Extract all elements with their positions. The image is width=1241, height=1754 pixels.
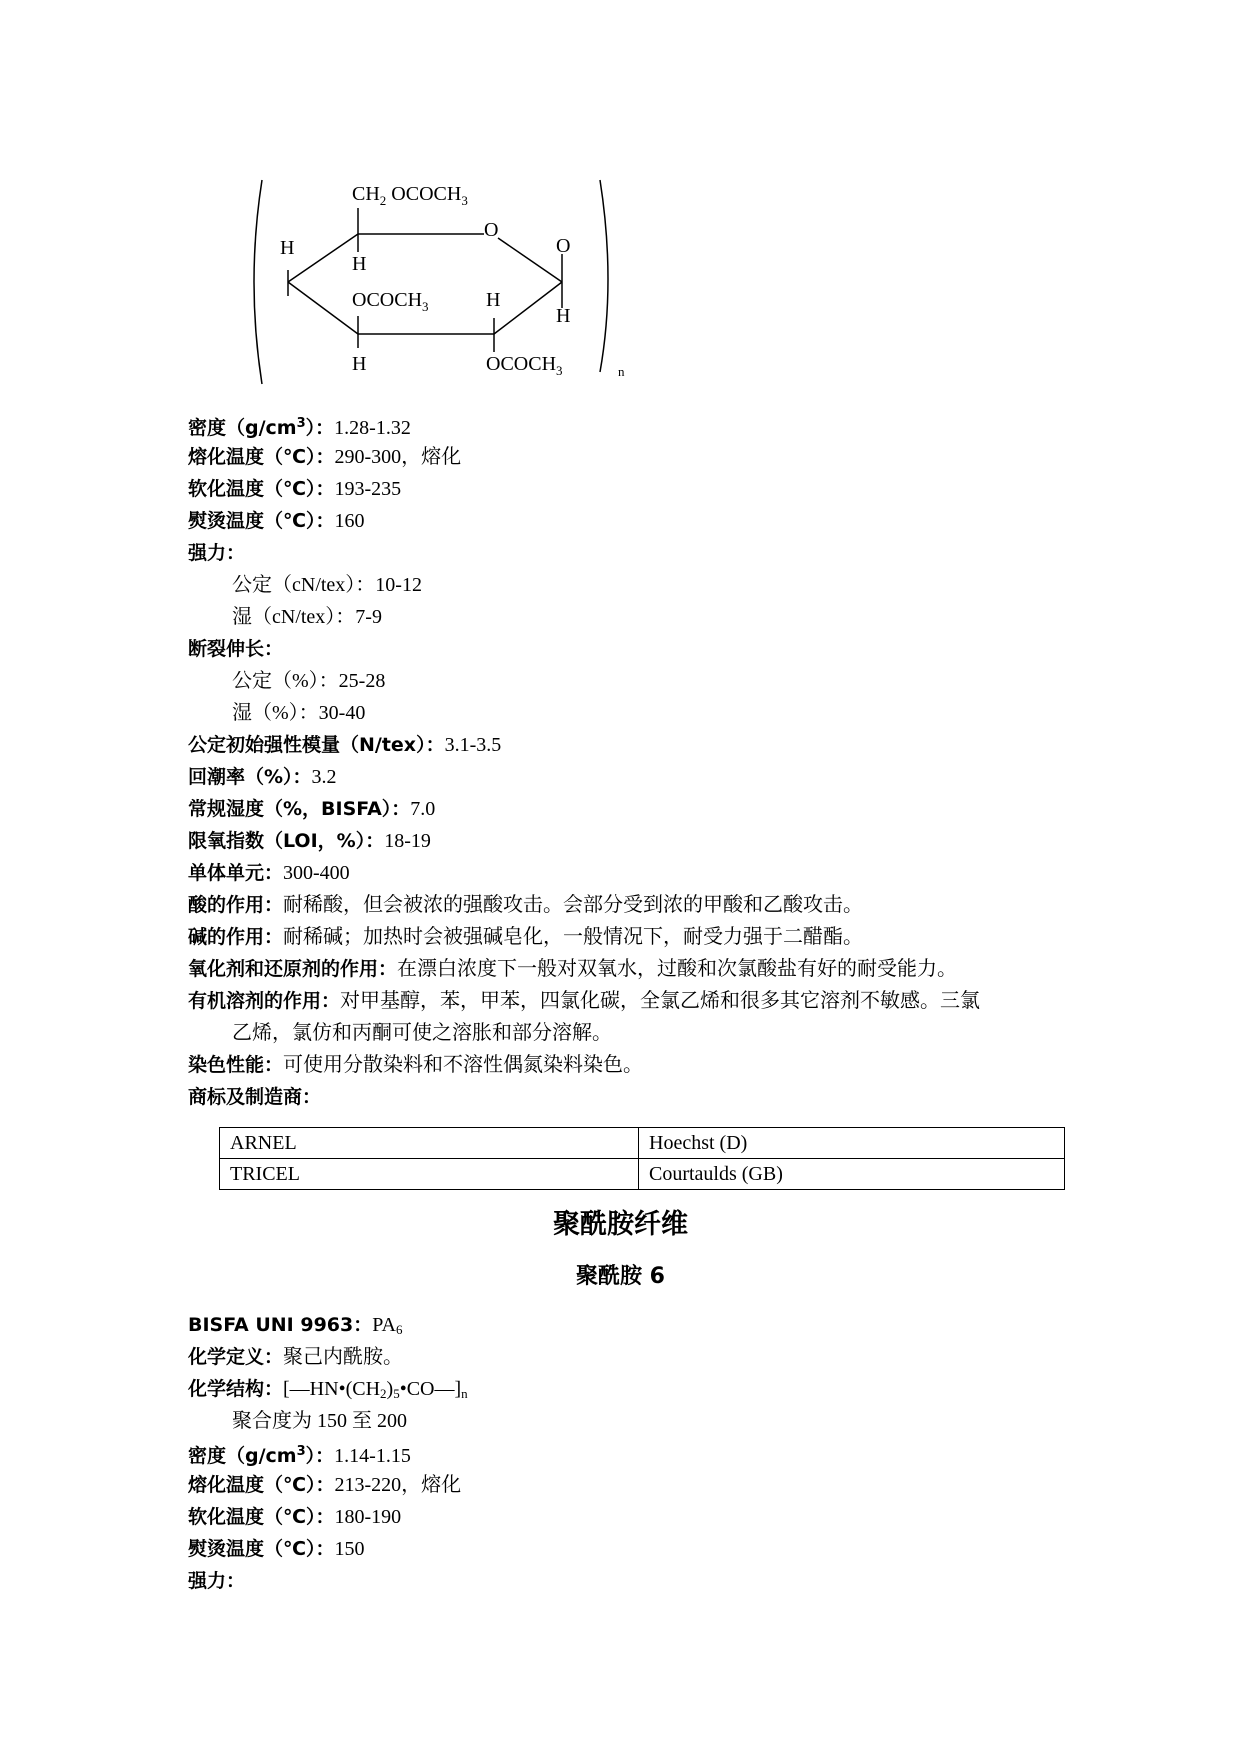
ring-oxygen: O — [484, 219, 499, 241]
bottom-ococh3-group: $OCOCH_3$ — [486, 353, 563, 378]
ch2-ococh3-group: $CH_2$ $OCOCH_3$ — [352, 183, 468, 208]
monomer-row: 单体单元：300-400 — [188, 862, 350, 884]
dp-row: 聚合度为 150 至 200 — [232, 1410, 407, 1432]
h-left: H — [280, 237, 295, 259]
trademark-maker: Courtaulds (GB) — [639, 1159, 1065, 1190]
strength-standard: 公定（cN/tex）：10-12 — [232, 574, 422, 596]
mid-ococh3-group: $OCOCH_3$ — [352, 289, 429, 314]
left-bracket — [254, 180, 262, 384]
loi-row: 限氧指数（LOI，%）：18-19 — [188, 830, 431, 852]
melting-row: 熔化温度（℃）：290-300，熔化 — [188, 446, 462, 468]
dye-row: 染色性能：可使用分散染料和不溶性偶氮染料染色。 — [188, 1054, 644, 1076]
melting-row-2: 熔化温度（℃）：213-220，熔化 — [188, 1474, 462, 1496]
chemstruct-row: 化学结构：$[—HN•(CH_2)_5•CO—]_n$ — [188, 1378, 468, 1401]
density-row-2: 密度$(g/cm^3)$：1.14-1.15 — [188, 1444, 411, 1467]
chemdef-row: 化学定义：聚己内酰胺。 — [188, 1346, 404, 1368]
softening-row-2: 软化温度（℃）：180-190 — [188, 1506, 402, 1528]
h-c2: H — [352, 253, 367, 275]
repeat-n: n — [618, 364, 625, 379]
acid-row: 酸的作用：耐稀酸，但会被浓的强酸攻击。会部分受到浓的甲酸和乙酸攻击。 — [188, 894, 864, 916]
h-c3: H — [486, 289, 501, 311]
solvent-row: 有机溶剂的作用：对甲基醇，苯，甲苯，四氯化碳，全氯乙烯和很多其它溶剂不敏感。三氯 — [188, 990, 981, 1012]
regain-row: 回潮率（%）：3.2 — [188, 766, 337, 788]
solvent-row-cont: 乙烯，氯仿和丙酮可使之溶胀和部分溶解。 — [232, 1022, 612, 1044]
elongation-wet: 湿（%）：30-40 — [232, 702, 366, 724]
right-bracket — [600, 180, 608, 372]
trademark-table — [219, 1127, 1065, 1190]
alkali-row: 碱的作用：耐稀碱；加热时会被强碱皂化，一般情况下，耐受力强于二醋酯。 — [188, 926, 864, 948]
ironing-row-2: 熨烫温度（℃）：150 — [188, 1538, 365, 1560]
softening-row: 软化温度（℃）：193-235 — [188, 478, 402, 500]
trademark-name: ARNEL — [220, 1128, 639, 1159]
ironing-row: 熨烫温度（℃）：160 — [188, 510, 365, 532]
table-row — [220, 1159, 1065, 1190]
trademark-label: 商标及制造商： — [188, 1086, 322, 1108]
section-title: 聚酰胺纤维 — [553, 1209, 688, 1240]
h-bottom: H — [352, 353, 367, 375]
modulus-row: 公定初始强性模量（N/tex）：3.1-3.5 — [188, 734, 502, 756]
section-subtitle: 聚酰胺 6 — [576, 1264, 665, 1289]
elongation-standard: 公定（%）：25-28 — [232, 670, 386, 692]
trademark-name: TRICEL — [220, 1159, 639, 1190]
trademark-maker: Hoechst (D) — [639, 1128, 1065, 1159]
density-row: 密度$(g/cm^3)$：1.28-1.32 — [188, 416, 411, 439]
elongation-row: 断裂伸长： — [188, 638, 284, 660]
moisture-row: 常规湿度（%，BISFA）：7.0 — [188, 798, 436, 820]
strength-row-2: 强力： — [188, 1570, 246, 1592]
bisfa-row: BISFA UNI 9963：$PA_6$ — [188, 1314, 403, 1337]
oxidant-row: 氧化剂和还原剂的作用：在漂白浓度下一般对双氧水，过酸和次氯酸盐有好的耐受能力。 — [188, 958, 958, 980]
strength-wet: 湿（cN/tex）：7-9 — [232, 606, 382, 628]
cellulose-triacetate-structure — [240, 172, 640, 392]
strength-row: 强力： — [188, 542, 246, 564]
h-right: H — [556, 305, 571, 327]
table-row — [220, 1128, 1065, 1159]
right-oxygen: O — [556, 235, 571, 257]
